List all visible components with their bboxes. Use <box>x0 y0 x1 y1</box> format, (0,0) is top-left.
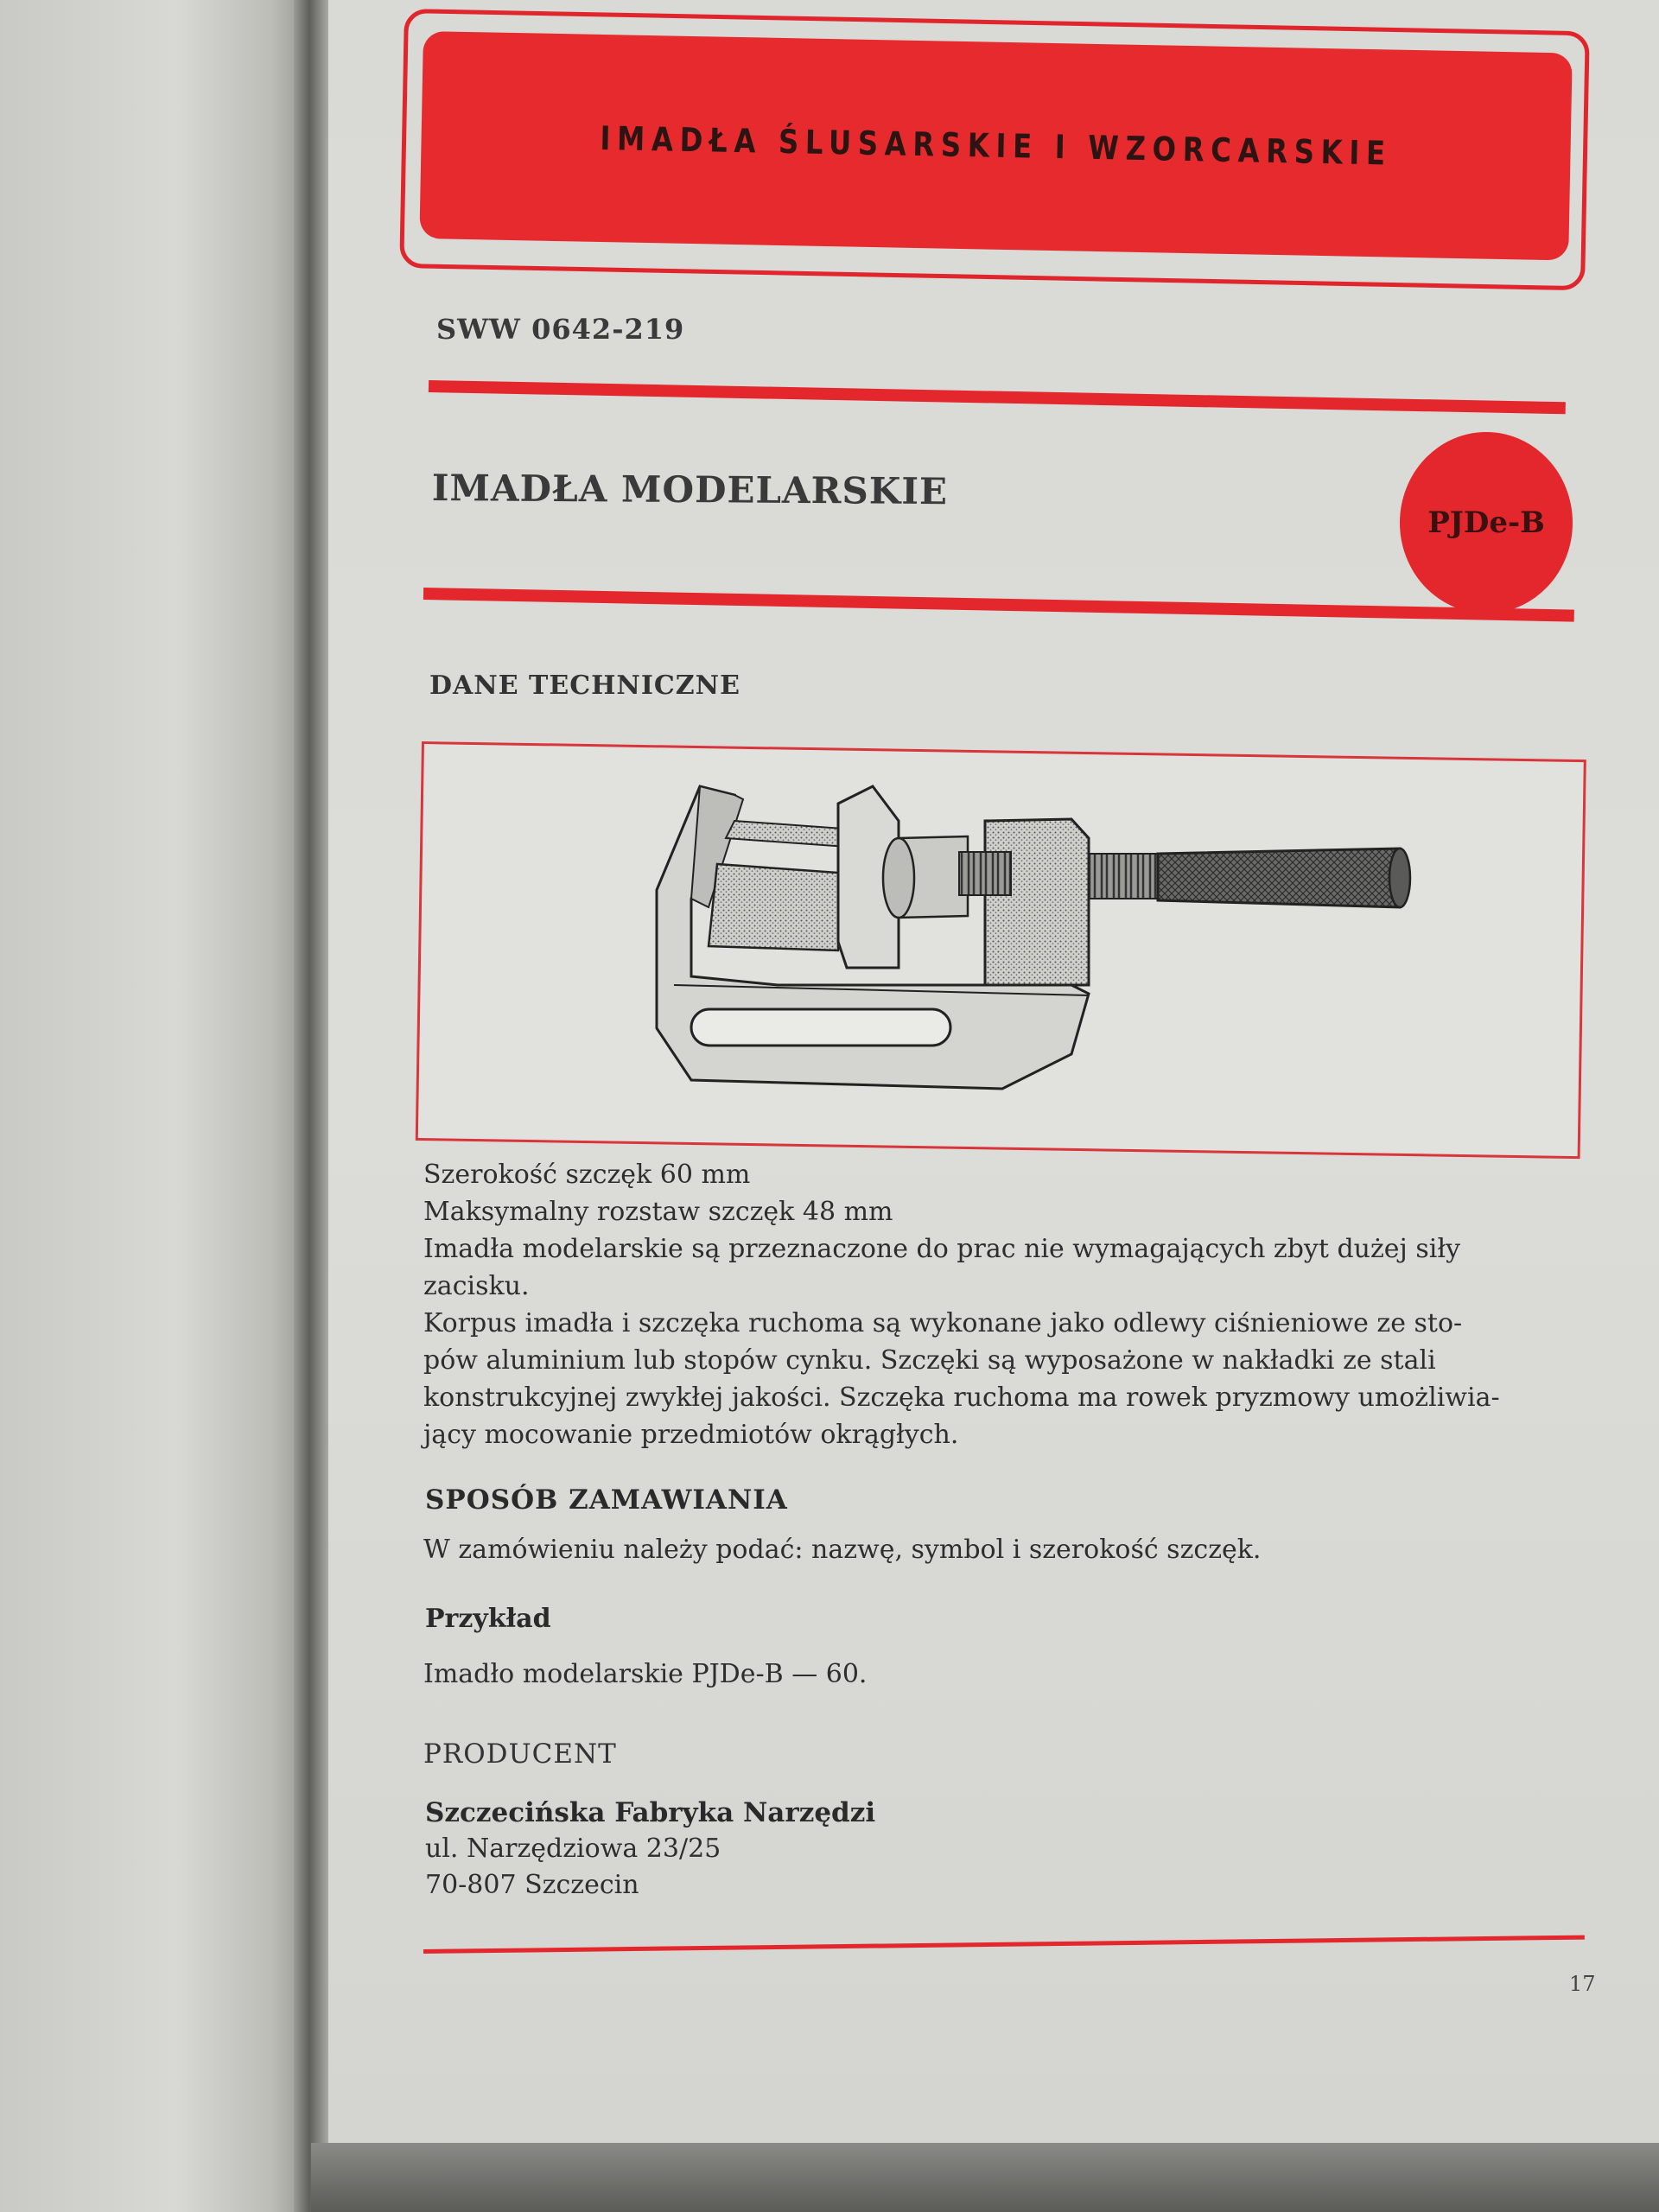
product-title: IMADŁA MODELARSKIE <box>431 467 949 513</box>
symbol-badge <box>1400 432 1573 613</box>
spec-line: zacisku. <box>423 1271 530 1301</box>
technical-heading: DANE TECHNICZNE <box>429 671 741 701</box>
producer-city: 70-807 Szczecin <box>425 1870 639 1900</box>
page-edge-shadow <box>311 2143 1659 2212</box>
facing-page <box>0 0 320 2212</box>
spec-line: konstrukcyjnej zwykłej jakości. Szczęka ruchoma ma rowek pryzmowy umożliwia- <box>423 1382 1500 1413</box>
vise-illustration <box>639 769 1434 1097</box>
example-text: Imadło modelarskie PJDe-B — 60. <box>423 1659 868 1689</box>
header-banner <box>419 31 1572 260</box>
spec-line: jący mocowanie przedmiotów okrągłych. <box>423 1420 959 1450</box>
book-gutter <box>294 0 328 2212</box>
producer-street: ul. Narzędziowa 23/25 <box>425 1834 721 1864</box>
page-number: 17 <box>1569 1972 1596 1996</box>
standard-code: SWW 0642-219 <box>436 313 685 346</box>
producer-name: Szczecińska Fabryka Narzędzi <box>425 1797 876 1828</box>
example-heading: Przykład <box>425 1604 551 1634</box>
spec-line: Korpus imadła i szczęka ruchoma są wykonane jako odlewy ciśnieniowe ze sto- <box>423 1308 1463 1338</box>
ordering-text: W zamówieniu należy podać: nazwę, symbol i szerokość szczęk. <box>423 1535 1262 1565</box>
spec-line: Imadła modelarskie są przeznaczone do prac nie wymagających zbyt dużej siły <box>423 1234 1461 1264</box>
symbol-label: PJDe-B <box>1427 505 1545 540</box>
spec-line: Szerokość szczęk 60 mm <box>423 1160 751 1190</box>
technical-description <box>423 1156 1500 1453</box>
producer-heading: PRODUCENT <box>423 1738 617 1770</box>
spec-line: Maksymalny rozstaw szczęk 48 mm <box>423 1197 893 1227</box>
ordering-heading: SPOSÓB ZAMAWIANIA <box>425 1484 788 1516</box>
banner-title: IMADŁA ŚLUSARSKIE I WZORCARSKIE <box>600 118 1393 173</box>
spec-line: pów aluminium lub stopów cynku. Szczęki są wyposażone w nakładki ze stali <box>423 1345 1436 1376</box>
